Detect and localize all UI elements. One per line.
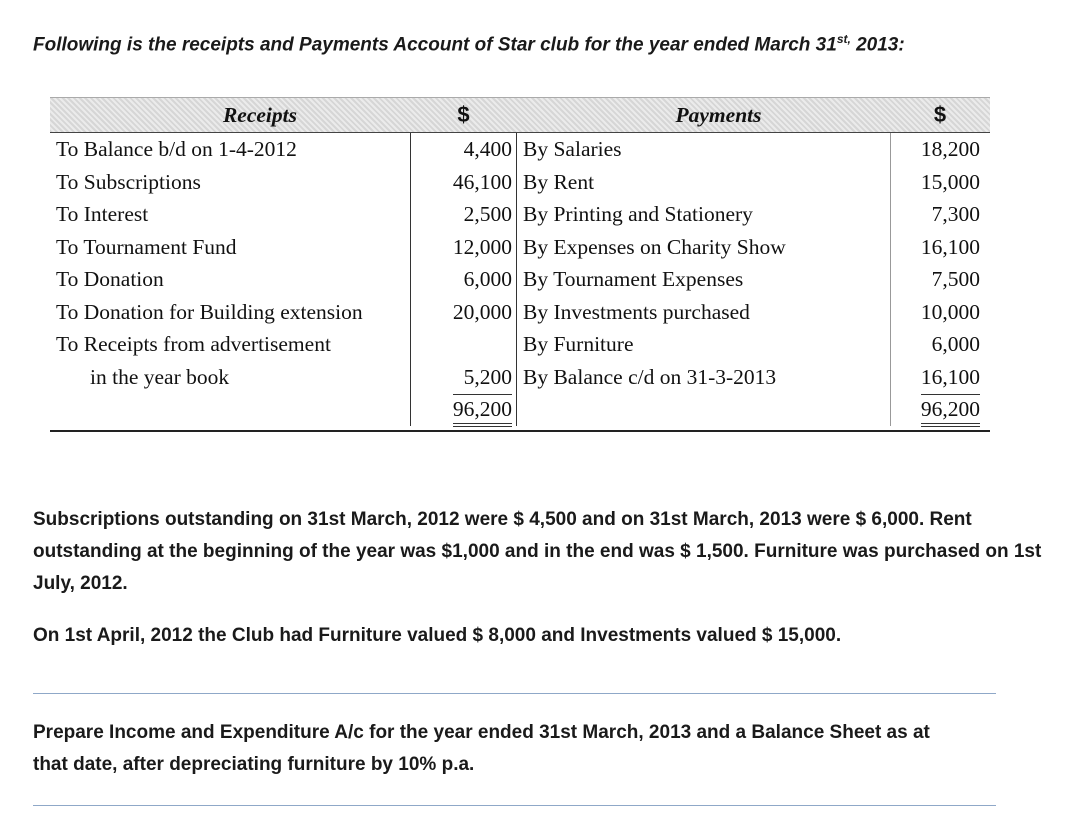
payments-total: 96,200 <box>921 394 980 427</box>
table-body <box>50 133 990 426</box>
payments-amount-column <box>890 133 990 426</box>
payment-amount: 7,300 <box>931 202 980 226</box>
receipts-total-cell <box>411 393 512 426</box>
divider <box>33 805 996 806</box>
receipts-amount-column <box>410 133 517 426</box>
payment-amount: 15,000 <box>920 169 980 194</box>
receipt-amount: 2,500 <box>463 202 512 226</box>
problem-title: Following is the receipts and Payments Account of Star club for the year ended March $31^{st,}$ 2013: <box>33 32 905 56</box>
table-bottom-rule <box>50 430 990 432</box>
payments-total-cell <box>891 393 980 426</box>
notes-paragraph: Subscriptions outstanding on 31st March, 2012 were $ 4,500 and on 31st March, 2013 were $ 6,000. Rent outstanding at the beginning of the year was $1,000 and in the end was $ 1,500. Furniture was purchased on 1st July, 2012. <box>33 509 1042 594</box>
receipt-label: To Donation <box>56 267 164 291</box>
receipt-label: To Donation for Building extension <box>56 299 363 324</box>
receipt-label: To Subscriptions <box>56 169 201 194</box>
payment-spacer <box>517 393 890 426</box>
payment-amount: 16,100 <box>920 234 980 259</box>
receipts-total: 96,200 <box>453 394 512 427</box>
payments-amount-header: $ <box>933 102 947 127</box>
payment-label: By Furniture <box>523 332 634 356</box>
receipt-amount: 5,200 <box>463 364 512 389</box>
payment-label: By Rent <box>523 169 595 194</box>
receipt-amount: 46,100 <box>452 169 512 194</box>
receipt-amount: 20,000 <box>452 299 512 324</box>
payments-header: Payments <box>675 102 762 127</box>
receipts-column <box>50 133 410 426</box>
receipt-label: To Interest <box>56 202 149 226</box>
receipt-amount: 6,000 <box>463 267 512 291</box>
payment-label: By Investments purchased <box>523 299 750 324</box>
payment-label: By Salaries <box>523 137 622 161</box>
receipt-label: To Tournament Fund <box>56 234 237 259</box>
payment-amount: 10,000 <box>920 299 980 324</box>
table-header <box>50 97 990 133</box>
receipts-amount-header: $ <box>457 102 470 127</box>
question-paragraph: Prepare Income and Expenditure A/c for the year ended 31st March, 2013 and a Balance Sheet as at that date, after depreciating furniture by 10% p.a. <box>33 722 930 775</box>
receipt-amount: 12,000 <box>452 234 512 259</box>
receipt-label: To Receipts from advertisement <box>56 332 331 356</box>
payment-amount: 7,500 <box>931 267 980 291</box>
payments-column <box>517 133 890 426</box>
receipts-header: Receipts <box>222 102 298 127</box>
receipts-payments-table <box>50 97 990 432</box>
opening-values-paragraph: On 1st April, 2012 the Club had Furniture valued $ 8,000 and Investments valued $ 15,000. <box>33 625 842 646</box>
payment-amount: 16,100 <box>920 364 980 389</box>
receipt-label: in the year book <box>90 364 230 389</box>
payment-label: By Printing and Stationery <box>523 202 753 226</box>
payment-label: By Balance c/d on 31-3-2013 <box>523 364 777 389</box>
payment-amount: 18,200 <box>920 137 980 161</box>
payment-amount: 6,000 <box>931 332 980 356</box>
payment-label: By Tournament Expenses <box>523 267 744 291</box>
divider <box>33 693 996 694</box>
receipt-spacer <box>50 393 410 426</box>
receipt-label: To Balance b/d on 1-4-2012 <box>56 137 297 161</box>
receipt-amount <box>411 328 512 361</box>
payment-label: By Expenses on Charity Show <box>523 234 786 259</box>
receipt-amount: 4,400 <box>463 137 512 161</box>
